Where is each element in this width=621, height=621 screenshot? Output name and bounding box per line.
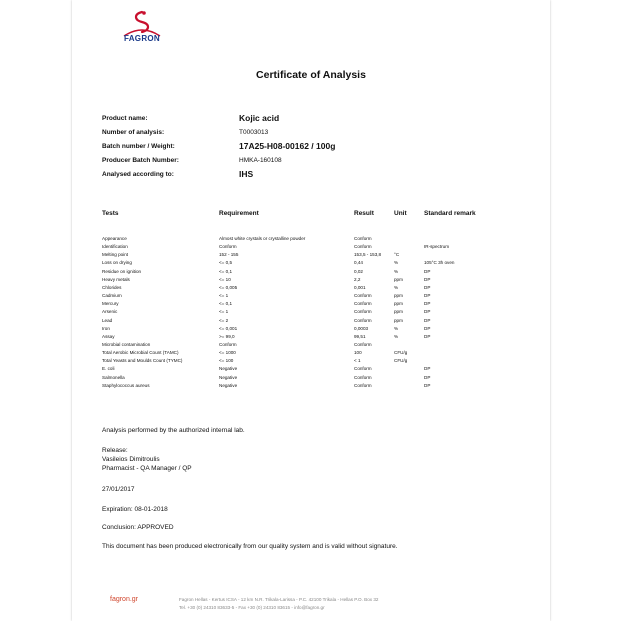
info-row — [102, 140, 522, 154]
header-unit: Unit — [394, 210, 407, 217]
table-row — [102, 236, 522, 244]
test-name-cell: Staphylococcus aureus — [102, 382, 150, 388]
requirement-cell: Negative — [219, 366, 238, 372]
test-name-cell: Arsenic — [102, 309, 118, 315]
table-row — [102, 334, 522, 342]
disclaimer: This document has been produced electronically from our quality system and is valid without signature. — [102, 543, 398, 550]
test-name-cell: Salmonella — [102, 374, 125, 380]
table-row — [102, 301, 522, 309]
result-cell: Conform — [354, 382, 372, 388]
info-row — [102, 154, 522, 168]
unit-cell: CFU/g — [394, 358, 408, 364]
result-cell: 153,5 - 153,8 — [354, 252, 382, 258]
footer-address-line2: Tel. +30 (0) 24310 83633-5 - Fax +30 (0) 24310 83615 - info@fagron.gr — [179, 605, 325, 610]
unit-cell: % — [394, 284, 399, 290]
test-name-cell: E. coli — [102, 366, 115, 372]
info-value: 17A25-H08-00162 / 100g — [239, 141, 336, 151]
result-cell: 0,001 — [354, 284, 366, 290]
analysis-statement: Analysis performed by the authorized internal lab. — [102, 427, 245, 434]
standard-remark-cell: DP — [424, 333, 431, 339]
standard-remark-cell: DP — [424, 309, 431, 315]
caduceus-snake-icon — [112, 10, 172, 50]
header-tests: Tests — [102, 210, 119, 217]
info-value: IHS — [239, 169, 254, 179]
result-cell: 99,51 — [354, 333, 366, 339]
result-cell: < 1 — [354, 358, 361, 364]
result-cell: 100 — [354, 350, 362, 356]
table-row — [102, 293, 522, 301]
unit-cell: % — [394, 333, 399, 339]
table-row — [102, 366, 522, 374]
table-row — [102, 269, 522, 277]
unit-cell: ppm — [394, 317, 403, 323]
standard-remark-cell: 105°C 3h oven — [424, 260, 455, 266]
requirement-cell: <= 0,005 — [219, 284, 238, 290]
result-cell: Conform — [354, 366, 372, 372]
conclusion: Conclusion: APPROVED — [102, 524, 174, 531]
table-row — [102, 375, 522, 383]
unit-cell: ppm — [394, 301, 403, 307]
result-cell: Conform — [354, 317, 372, 323]
result-cell: 0,44 — [354, 260, 363, 266]
requirement-cell: <= 1000 — [219, 350, 236, 356]
standard-remark-cell: DP — [424, 374, 431, 380]
table-row — [102, 318, 522, 326]
requirement-cell: <= 100 — [219, 358, 234, 364]
table-row — [102, 358, 522, 366]
release-role: Pharmacist - QA Manager / QP — [102, 465, 192, 472]
issue-date: 27/01/2017 — [102, 486, 135, 493]
requirement-cell: <= 1 — [219, 293, 229, 299]
info-label: Analysed according to: — [102, 171, 174, 178]
requirement-cell: <= 0,5 — [219, 260, 233, 266]
requirement-cell: Negative — [219, 374, 238, 380]
unit-cell: ppm — [394, 276, 403, 282]
standard-remark-cell: DP — [424, 276, 431, 282]
test-name-cell: Iron — [102, 325, 110, 331]
standard-remark-cell: DP — [424, 317, 431, 323]
result-cell: 0,02 — [354, 268, 363, 274]
expiration-date: Expiration: 08-01-2018 — [102, 506, 168, 513]
test-name-cell: Total Yeasts and Moulds Count (TYMC) — [102, 358, 183, 364]
fagron-logo — [112, 10, 172, 50]
unit-cell: % — [394, 260, 399, 266]
result-cell: 2,2 — [354, 276, 361, 282]
requirement-cell: >= 99,0 — [219, 333, 235, 339]
unit-cell: °C — [394, 252, 400, 258]
standard-remark-cell: IR-spectrum — [424, 244, 450, 250]
test-name-cell: Mercury — [102, 301, 119, 307]
test-name-cell: Cadmium — [102, 293, 122, 299]
test-name-cell: Identification — [102, 244, 128, 250]
result-cell: Conform — [354, 293, 372, 299]
test-name-cell: Lead — [102, 317, 113, 323]
footer-brand: fagron.gr — [110, 596, 139, 603]
table-row — [102, 383, 522, 391]
standard-remark-cell: DP — [424, 301, 431, 307]
release-name: Vasileios Dimitroulis — [102, 456, 160, 463]
standard-remark-cell: DP — [424, 284, 431, 290]
standard-remark-cell: DP — [424, 366, 431, 372]
requirement-cell: <= 2 — [219, 317, 229, 323]
logo-text: FAGRON — [123, 34, 161, 43]
unit-cell: CFU/g — [394, 350, 408, 356]
info-label: Batch number / Weight: — [102, 143, 175, 150]
footer-address-line1: Fagron Hellas - Kertus ICSA - 12 km N.R. Trikala-Larissa - P.C. 42100 Trikala - Hellas P.O. Box 32 — [179, 597, 379, 602]
info-row — [102, 112, 522, 126]
unit-cell: ppm — [394, 293, 403, 299]
table-row — [102, 260, 522, 268]
test-name-cell: Assay — [102, 333, 115, 339]
requirement-cell: <= 0,1 — [219, 268, 233, 274]
info-value: HMKA-160108 — [239, 157, 282, 164]
requirement-cell: Negative — [219, 382, 238, 388]
standard-remark-cell: DP — [424, 268, 431, 274]
standard-remark-cell: DP — [424, 325, 431, 331]
header-requirement: Requirement — [219, 210, 259, 217]
requirement-cell: Conform — [219, 244, 237, 250]
result-cell: 0,0003 — [354, 325, 369, 331]
table-row — [102, 252, 522, 260]
table-row — [102, 244, 522, 252]
test-name-cell: Melting point — [102, 252, 129, 258]
table-row — [102, 326, 522, 334]
test-name-cell: Residue on ignition — [102, 268, 142, 274]
header-standard-remark: Standard remark — [424, 210, 476, 217]
requirement-cell: <= 10 — [219, 276, 231, 282]
info-label: Producer Batch Number: — [102, 157, 179, 164]
unit-cell: % — [394, 325, 399, 331]
unit-cell: ppm — [394, 309, 403, 315]
result-cell: Conform — [354, 236, 372, 241]
requirement-cell: Almost white crystals or crystalline powder — [219, 236, 306, 241]
standard-remark-cell: DP — [424, 293, 431, 299]
info-label: Number of analysis: — [102, 129, 165, 136]
table-row — [102, 285, 522, 293]
certificate-page — [72, 0, 550, 621]
requirement-cell: <= 0,001 — [219, 325, 238, 331]
standard-remark-cell: DP — [424, 382, 431, 388]
test-name-cell: Loss on drying — [102, 260, 132, 266]
header-result: Result — [354, 210, 374, 217]
table-row — [102, 350, 522, 358]
result-cell: Conform — [354, 244, 372, 250]
requirement-cell: <= 0,1 — [219, 301, 233, 307]
result-cell: Conform — [354, 341, 372, 347]
requirement-cell: <= 1 — [219, 309, 229, 315]
requirement-cell: 152 - 155 — [219, 252, 239, 258]
release-label: Release: — [102, 447, 128, 454]
result-cell: Conform — [354, 301, 372, 307]
table-row — [102, 342, 522, 350]
result-cell: Conform — [354, 374, 372, 380]
info-label: Product name: — [102, 115, 148, 122]
info-row — [102, 168, 522, 182]
test-name-cell: Chlorides — [102, 284, 122, 290]
table-row — [102, 309, 522, 317]
test-name-cell: Microbial contamination — [102, 341, 151, 347]
result-cell: Conform — [354, 309, 372, 315]
requirement-cell: Conform — [219, 341, 237, 347]
info-value: Kojic acid — [239, 113, 280, 123]
test-name-cell: Heavy metals — [102, 276, 130, 282]
unit-cell: % — [394, 268, 399, 274]
test-name-cell: Total Aerobic Microbial Count (TAMC) — [102, 350, 179, 356]
info-row — [102, 126, 522, 140]
table-row — [102, 277, 522, 285]
page-title: Certificate of Analysis — [256, 69, 366, 81]
info-value: T0003013 — [239, 129, 269, 136]
test-name-cell: Appearance — [102, 236, 127, 241]
